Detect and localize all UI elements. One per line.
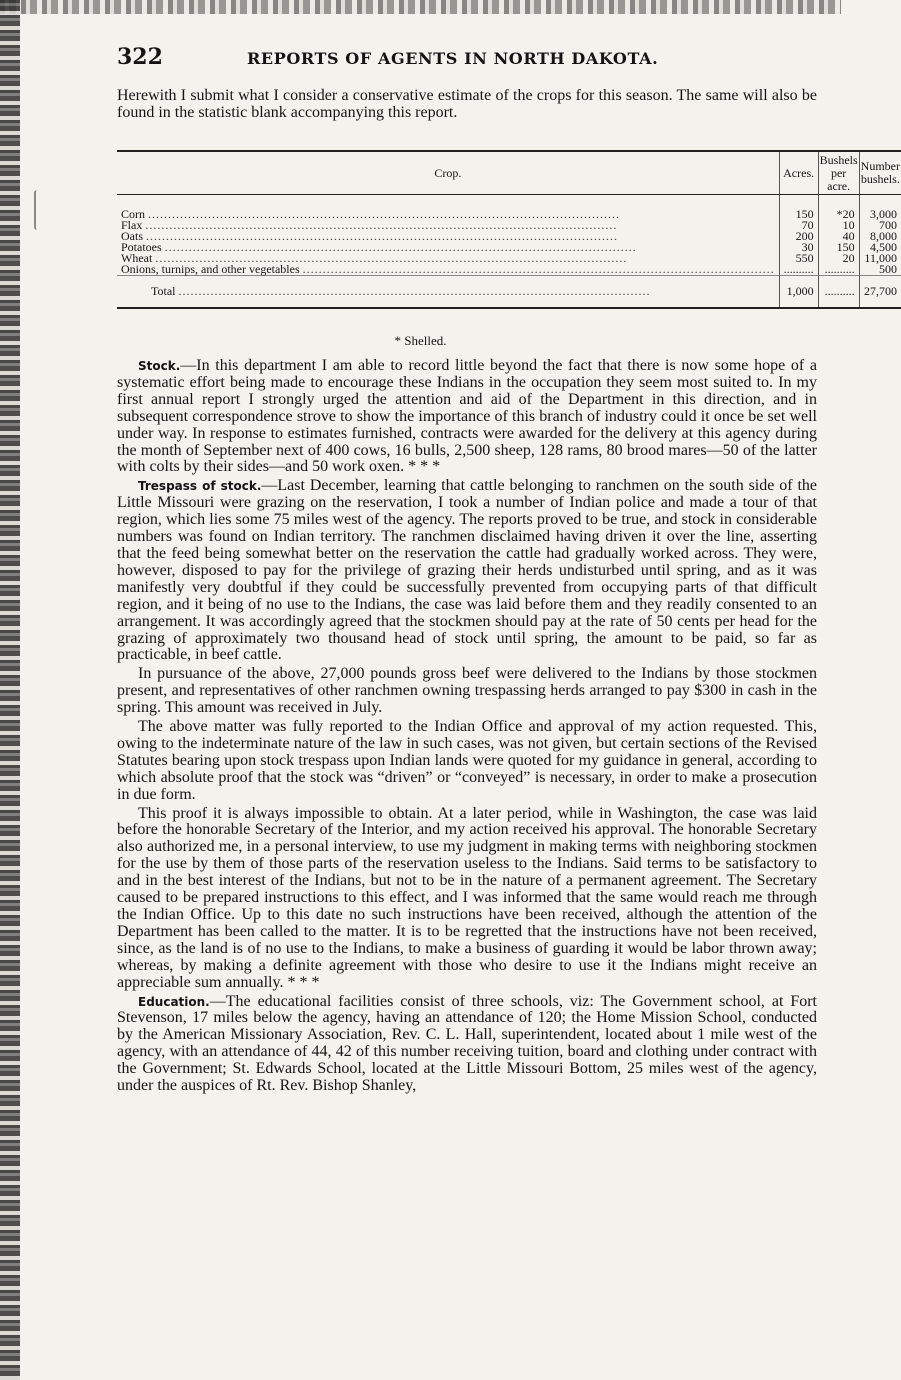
table-row bbox=[117, 195, 901, 221]
trespass-text: —Last December, learning that cattle belonging to ranchmen on the south side of the Little Missouri were grazing on the reservation, I took a number of Indian police and made a tour of that region, which lies some 75 miles west of the agency. The reports proved to be true, and stock in considerable numbers was found on Indian territory. The ranchmen disclaimed having driven it over the line, asserting that the feed being somewhat better on the reservation the cattle had gradually worked across. They were, however, disposed to pay for the privilege of grazing their herds undisturbed until spring, and as it was manifestly very doubtful if they could be successfully prevented from occupying parts of that difficult region, and it being of no use to the Indians, the case was laid before them and they readily consented to an arrangement. It was accordingly agreed that the stockmen should pay at the rate of 50 cents per head for the grazing of approximately two thousand head of stock until spring, the amount to be paid, so far as practicable, in beef cattle. bbox=[117, 477, 817, 664]
table-footnote: * Shelled. bbox=[394, 333, 447, 348]
row-crop: Onions, turnips, and other vegetables ...................................................................................................................... bbox=[121, 262, 775, 276]
header-crop: Crop. bbox=[117, 151, 779, 195]
total-per-acre: .......... bbox=[818, 276, 859, 309]
crop-estimate-table bbox=[117, 150, 901, 309]
header-bushels-per-acre: Bushels per acre. bbox=[819, 152, 858, 193]
row-per-acre: 20 bbox=[818, 253, 859, 264]
header-number-bushels: Number bushels. bbox=[859, 151, 901, 195]
row-bushels: 500 bbox=[859, 264, 901, 276]
header-acres: Acres. bbox=[779, 151, 818, 195]
table-body bbox=[117, 195, 901, 309]
education-text: —The educational facilities consist of three schools, viz: The Government school, at Fort Stevenson, 17 miles below the agency, having an attendance of 120; the Home Mission School, conducted by the American Missionary Association, Rev. C. L. Hall, superintendent, located about 1 mile west of the agency, with an attendance of 44, 42 of this number receiving tuition, board and clothing under contract with the Government; St. Edwards School, located at the Little Missouri Bottom, 25 miles west of the agency, under the auspices of Rt. Rev. Bishop Shanley, bbox=[117, 992, 817, 1095]
row-per-acre: 40 bbox=[818, 231, 859, 242]
stock-heading: Stock. bbox=[138, 359, 181, 373]
total-bushels: 27,700 bbox=[859, 276, 901, 309]
row-acres: 150 bbox=[779, 195, 818, 221]
reported-paragraph: The above matter was fully reported to the Indian Office and approval of my action requested. This, owing to the indeterminate nature of the law in such cases, was not given, but certain sections of the Revised Statutes bearing upon stock trespass upon Indian lands were quoted for my guidance in general, according to which absolute proof that the stock was “driven” or “conveyed” is necessary, in order to make a prosecution in due form. bbox=[117, 718, 817, 803]
table-header-row bbox=[117, 151, 901, 195]
trespass-paragraph bbox=[117, 478, 817, 664]
row-per-acre: 150 bbox=[818, 242, 859, 253]
row-crop: Potatoes ...................................................................................................................... bbox=[121, 240, 637, 254]
page-number: 322 bbox=[117, 44, 163, 70]
trespass-heading: Trespass of stock. bbox=[138, 479, 262, 494]
row-bushels: 3,000 bbox=[859, 195, 901, 221]
total-row bbox=[117, 276, 901, 309]
row-bushels: 4,500 bbox=[859, 242, 901, 253]
education-paragraph bbox=[117, 994, 817, 1095]
pursuance-paragraph: In pursuance of the above, 27,000 pounds gross beef were delivered to the Indians by those stockmen present, and representatives of other ranchmen owning trespassing herds arranged to pay $300 in cash in the spring. This amount was received in July. bbox=[117, 665, 817, 717]
row-acres: 550 bbox=[779, 253, 818, 264]
row-per-acre: *20 bbox=[818, 195, 859, 221]
total-label: Total ...................................................................................................................... bbox=[117, 276, 779, 309]
row-acres: .......... bbox=[779, 264, 818, 276]
stock-paragraph bbox=[117, 358, 817, 476]
row-acres: 30 bbox=[779, 242, 818, 253]
row-bushels: 700 bbox=[859, 220, 901, 231]
row-bushels: 8,000 bbox=[859, 231, 901, 242]
stock-text: —In this department I am able to record little beyond the fact that there is now some hope of a systematic effort being made to encourage these Indians in the occupation they seem most suited to. In my first annual report I strongly urged the attention and aid of the Department in this direction, and in subsequent correspondence strove to show the importance of this branch of industry could it once be set well under way. In response to estimates furnished, contracts were awarded for the delivery at this agency during the month of September next of 400 cows, 16 bulls, 2,500 sheep, 128 rams, 80 brood mares—50 of the latter with colts by their sides—and 50 work oxen. * * * bbox=[117, 357, 817, 476]
scan-edge-top bbox=[0, 0, 841, 14]
page-header bbox=[117, 44, 817, 76]
row-bushels: 11,000 bbox=[859, 253, 901, 264]
row-crop: Oats ...................................................................................................................... bbox=[121, 229, 618, 243]
intro-paragraph bbox=[117, 88, 817, 124]
total-acres: 1,000 bbox=[779, 276, 818, 309]
row-per-acre: .......... bbox=[818, 264, 859, 276]
scan-edge-left bbox=[0, 0, 20, 1380]
margin-mark bbox=[34, 190, 40, 230]
table-row bbox=[117, 264, 901, 276]
row-crop: Corn ...................................................................................................................... bbox=[121, 207, 620, 221]
proof-paragraph: This proof it is always impossible to obtain. At a later period, while in Washington, the case was laid before the honorable Secretary of the Interior, and my action received his approval. The honorable Secretary also authorized me, in a personal interview, to use my judgment in making terms with neighboring stockmen for the use by them of those parts of the reservation useless to the Indians. Said terms to be satisfactory to and in the best interest of the Indians, but not to be in the nature of a permanent agreement. The Secretary caused to be prepared instructions to this effect, and I was informed that the same would reach me through the Indian Office. Up to this date no such instructions have been received, although the attention of the Department has been called to the matter. It is to be regretted that the instructions have not been received, since, as the land is of no use to the Indians, to make a business of guarding it would be labor thrown away; whereas, by making a definite agreement with those who desire to use it the Indians might receive an appreciable sum annually. * * * bbox=[117, 804, 817, 991]
report-body bbox=[117, 358, 817, 1097]
row-acres: 200 bbox=[779, 231, 818, 242]
row-acres: 70 bbox=[779, 220, 818, 231]
row-per-acre: 10 bbox=[818, 220, 859, 231]
running-head: REPORTS OF AGENTS IN NORTH DAKOTA. bbox=[247, 49, 659, 68]
row-crop: Wheat ...................................................................................................................... bbox=[121, 251, 628, 265]
intro-text: Herewith I submit what I consider a conservative estimate of the crops for this season. The same will also be found in the statistic blank accompanying this report. bbox=[117, 87, 817, 121]
education-heading: Education. bbox=[138, 994, 210, 1009]
row-crop: Flax ...................................................................................................................... bbox=[121, 218, 618, 232]
